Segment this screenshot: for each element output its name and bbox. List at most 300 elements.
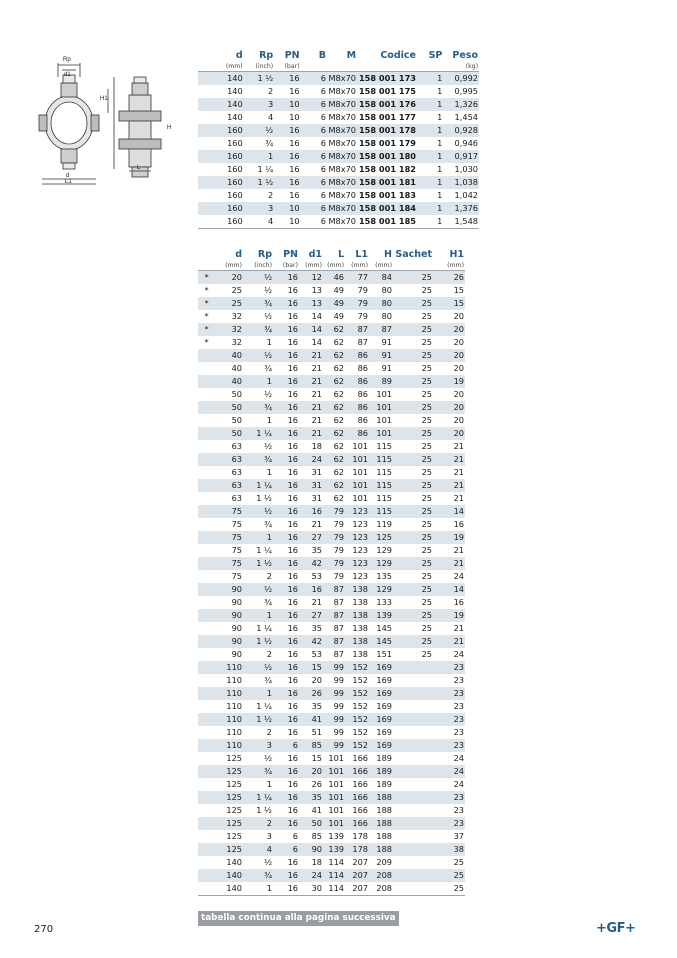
table-row xyxy=(198,557,465,570)
table-cell: 158 001 181 xyxy=(358,177,416,187)
table-cell: 25 xyxy=(421,519,432,529)
table-cell: 23 xyxy=(433,791,465,804)
table-cell: 87 xyxy=(323,609,345,622)
drawing-label-h: H xyxy=(167,125,172,131)
table-cell: 90 xyxy=(215,583,243,596)
table-cell: 1 ¼ xyxy=(256,623,272,633)
table-cell: 1 ¼ xyxy=(243,427,273,440)
table-cell: 16 xyxy=(273,882,299,896)
table-cell: 1 xyxy=(437,190,443,200)
table-cell: 123 xyxy=(352,519,368,529)
table-cell xyxy=(393,791,433,804)
table-cell: 99 xyxy=(323,661,345,674)
table-cell: 30 xyxy=(299,882,323,896)
table-cell: 151 xyxy=(376,649,392,659)
table-cell: ½ xyxy=(264,441,272,451)
table-cell: 16 xyxy=(273,401,299,414)
table-cell: 1 ½ xyxy=(244,72,274,86)
table-cell: 91 xyxy=(381,363,392,373)
table-cell: 41 xyxy=(299,713,323,726)
table-cell: 16 xyxy=(287,441,298,451)
table-cell: 25 xyxy=(393,271,433,285)
table-cell: 75 xyxy=(215,531,243,544)
table-cell: 158 001 173 xyxy=(358,73,416,83)
table-cell: 160 xyxy=(227,164,243,174)
table-cell: 16 xyxy=(287,363,298,373)
table-cell: 1 xyxy=(437,138,443,148)
table-cell: 114 xyxy=(328,857,344,867)
table-cell: 50 xyxy=(215,427,243,440)
table-cell: 2 xyxy=(266,727,272,737)
table-row xyxy=(198,778,465,791)
table-cell: 188 xyxy=(369,791,393,804)
table-cell: 6 xyxy=(301,215,327,229)
table-cell: 62 xyxy=(323,323,345,336)
table-cell: 20 xyxy=(433,401,465,414)
table-cell: 84 xyxy=(369,271,393,285)
table-cell: 86 xyxy=(357,415,368,425)
table-cell xyxy=(198,648,215,661)
table-cell: 139 xyxy=(369,609,393,622)
table-cell: 114 xyxy=(323,869,345,882)
table-cell: M8x70 xyxy=(327,215,357,229)
table-cell: 89 xyxy=(369,375,393,388)
table-cell: 188 xyxy=(369,843,393,856)
table-cell: 1 xyxy=(244,150,274,163)
table-cell: 1,042 xyxy=(454,190,478,200)
table-row xyxy=(198,544,465,557)
table-cell xyxy=(198,466,215,479)
table-cell: M8x70 xyxy=(328,151,357,161)
table-cell: 158 001 185 xyxy=(357,215,417,229)
table-cell xyxy=(393,830,433,843)
table-cell: 1 ½ xyxy=(243,557,273,570)
table-row xyxy=(198,176,479,189)
table-cell: 87 xyxy=(333,649,344,659)
table-cell: 138 xyxy=(345,609,369,622)
table-cell: 1,548 xyxy=(443,215,479,229)
table-cell: ¾ xyxy=(264,363,272,373)
table-cell: 6 xyxy=(301,150,327,163)
table-cell: 1 xyxy=(417,202,443,215)
table-cell xyxy=(198,596,215,609)
table-cell: 1 xyxy=(437,164,443,174)
table-cell: 101 xyxy=(352,493,368,503)
table-cell: 16 xyxy=(274,124,300,137)
table-cell: 25 xyxy=(421,467,432,477)
table-cell: 62 xyxy=(323,479,345,492)
table-cell: 16 xyxy=(273,817,299,830)
table-cell: 1 ½ xyxy=(244,176,274,189)
table-cell: 2 xyxy=(243,817,273,830)
table-cell: 25 xyxy=(433,882,465,896)
table-cell: 101 xyxy=(328,779,344,789)
table-cell: 35 xyxy=(311,623,322,633)
table-cell: 79 xyxy=(323,557,345,570)
table-cell xyxy=(198,713,215,726)
table-cell: 99 xyxy=(323,713,345,726)
table-cell: 23 xyxy=(453,727,464,737)
table-cell: ½ xyxy=(264,753,272,763)
table-cell: 16 xyxy=(299,505,323,518)
table-row xyxy=(198,622,465,635)
table-cell: 1 xyxy=(243,882,273,896)
column-header: B xyxy=(318,50,327,61)
table-units-row xyxy=(198,62,479,72)
table-cell: 20 xyxy=(299,765,323,778)
table-cell: 101 xyxy=(369,401,393,414)
table-cell: 16 xyxy=(289,138,300,148)
column-unit: (mm) xyxy=(299,261,323,271)
table-cell: 169 xyxy=(376,701,392,711)
table-cell: 63 xyxy=(231,467,242,477)
table-cell: 6 xyxy=(273,739,299,752)
table-cell: 50 xyxy=(231,415,242,425)
table-cell: 138 xyxy=(352,597,368,607)
table-cell: 25 xyxy=(393,401,433,414)
table-cell xyxy=(198,349,215,362)
table-cell: 166 xyxy=(345,817,369,830)
table-row xyxy=(198,453,465,466)
table-cell: 21 xyxy=(453,545,464,555)
table-cell: 110 xyxy=(215,713,243,726)
table-cell: 158 001 178 xyxy=(358,125,416,135)
table-row xyxy=(198,202,479,215)
table-cell: 138 xyxy=(345,635,369,648)
table-row xyxy=(198,215,479,229)
table-cell: 16 xyxy=(273,479,299,492)
table-cell: 152 xyxy=(345,661,369,674)
table-cell xyxy=(198,557,215,570)
table-cell: 140 xyxy=(227,112,243,122)
table-cell: 152 xyxy=(345,687,369,700)
table-cell: 16 xyxy=(289,190,300,200)
table-cell: 18 xyxy=(311,857,322,867)
table-row xyxy=(198,111,479,124)
table-cell xyxy=(198,791,215,804)
table-cell: 75 xyxy=(231,571,242,581)
table-cell xyxy=(393,674,433,687)
table-cell: 16 xyxy=(274,72,300,86)
table-cell: 24 xyxy=(299,869,323,882)
table-cell: 125 xyxy=(215,843,243,856)
table-cell: 145 xyxy=(369,635,393,648)
table-row xyxy=(198,98,479,111)
gf-logo: +GF+ xyxy=(596,921,636,936)
column-unit: (bar) xyxy=(274,62,300,72)
table-cell: 152 xyxy=(345,713,369,726)
table-cell: 1,376 xyxy=(443,202,479,215)
table-cell: * xyxy=(198,271,215,285)
table-cell: 41 xyxy=(311,805,322,815)
table-cell: ¾ xyxy=(264,597,272,607)
table-cell: 123 xyxy=(345,531,369,544)
table-cell: 62 xyxy=(333,467,344,477)
table-cell: 25 xyxy=(421,389,432,399)
table-cell: M8x70 xyxy=(328,138,357,148)
table-cell: ½ xyxy=(243,271,273,285)
table-cell: 16 xyxy=(287,701,298,711)
table-cell: 110 xyxy=(226,701,242,711)
table-cell: 16 xyxy=(273,375,299,388)
table-cell: 160 xyxy=(198,150,244,163)
table-cell: 21 xyxy=(433,635,465,648)
table-cell: 16 xyxy=(453,519,464,529)
table-cell: 115 xyxy=(376,467,392,477)
table-cell: * xyxy=(204,311,209,321)
table-cell: 16 xyxy=(273,453,299,466)
table-cell: 101 xyxy=(345,479,369,492)
table-row xyxy=(198,609,465,622)
table-cell: 158 001 183 xyxy=(358,190,416,200)
table-cell: 158 001 180 xyxy=(358,151,416,161)
table-cell: 114 xyxy=(323,882,345,896)
table-cell: 21 xyxy=(453,493,464,503)
table-cell: 6 xyxy=(301,98,327,111)
table-cell: * xyxy=(204,337,209,347)
table-cell: 158 001 179 xyxy=(358,138,416,148)
table-cell: 87 xyxy=(333,597,344,607)
table-cell: 10 xyxy=(274,98,300,111)
table-cell xyxy=(393,713,433,726)
table-cell: 101 xyxy=(328,753,344,763)
table-cell: 63 xyxy=(231,441,242,451)
table-row xyxy=(198,336,465,349)
table-cell: 87 xyxy=(323,635,345,648)
table-cell: 16 xyxy=(273,713,299,726)
table-cell: 35 xyxy=(299,791,323,804)
table-cell: 25 xyxy=(393,531,433,544)
table-cell: 189 xyxy=(376,753,392,763)
table-cell: 110 xyxy=(215,739,243,752)
table-cell: 14 xyxy=(433,505,465,518)
table-cell: 6 xyxy=(301,176,327,189)
table-cell: ¾ xyxy=(243,453,273,466)
table-cell: 16 xyxy=(273,531,299,544)
table-cell xyxy=(393,882,433,896)
table-cell xyxy=(198,492,215,505)
table-cell: 15 xyxy=(299,661,323,674)
table-cell: 62 xyxy=(333,337,344,347)
table-cell: 24 xyxy=(433,765,465,778)
table-cell: 20 xyxy=(433,427,465,440)
table-cell: 160 xyxy=(198,202,244,215)
column-header: L xyxy=(337,249,344,260)
table-cell xyxy=(198,401,215,414)
table-cell: 25 xyxy=(393,583,433,596)
table-cell: 6 xyxy=(320,86,327,96)
table-cell: 0,992 xyxy=(443,72,479,86)
table-cell: 110 xyxy=(215,661,243,674)
table-cell: 188 xyxy=(376,805,392,815)
table-cell: 21 xyxy=(299,375,323,388)
table-cell: 160 xyxy=(227,190,243,200)
column-unit xyxy=(198,261,215,271)
table-row xyxy=(198,765,465,778)
table-cell: 99 xyxy=(333,675,344,685)
table-cell: 14 xyxy=(311,311,322,321)
table-cell: 75 xyxy=(231,545,242,555)
table-cell: 16 xyxy=(287,285,298,295)
table-cell: * xyxy=(204,285,209,295)
table-cell: ¾ xyxy=(243,323,273,336)
table-cell: 62 xyxy=(333,415,344,425)
table-cell: 21 xyxy=(453,467,464,477)
table-cell: 90 xyxy=(215,635,243,648)
table-cell: 86 xyxy=(357,363,368,373)
table-cell: 13 xyxy=(311,285,322,295)
column-unit xyxy=(301,62,327,72)
table-cell xyxy=(198,661,215,674)
table-cell: 138 xyxy=(345,583,369,596)
table-cell: 208 xyxy=(369,882,393,896)
column-header: Sachet xyxy=(395,249,432,260)
table-cell: 2 xyxy=(267,190,274,200)
table-cell: 21 xyxy=(453,441,464,451)
drawing-label-d: d xyxy=(66,173,70,179)
column-unit: (mm) xyxy=(369,261,393,271)
table-cell: 20 xyxy=(433,349,465,362)
table-cell: 129 xyxy=(376,545,392,555)
table-row xyxy=(198,596,465,609)
table-cell: 25 xyxy=(393,505,433,518)
table-cell xyxy=(198,427,215,440)
table-cell: 209 xyxy=(376,857,392,867)
table-cell: ½ xyxy=(264,311,272,321)
column-unit xyxy=(327,62,357,72)
table-cell: 145 xyxy=(376,623,392,633)
table-cell: 16 xyxy=(273,505,299,518)
table-cell: 1 xyxy=(417,98,443,111)
table-cell: 25 xyxy=(421,311,432,321)
table-cell: 46 xyxy=(323,271,345,285)
table-cell: 25 xyxy=(393,479,433,492)
table-cell: 20 xyxy=(453,415,464,425)
table-cell: 16 xyxy=(287,311,298,321)
table-cell xyxy=(198,518,215,531)
table-row xyxy=(198,804,465,817)
table-row xyxy=(198,518,465,531)
table-row xyxy=(198,583,465,596)
table-cell xyxy=(198,622,215,635)
table-cell: 166 xyxy=(352,805,368,815)
table-cell xyxy=(393,817,433,830)
table-cell: 0,917 xyxy=(443,150,479,163)
table-cell: 6 xyxy=(273,843,299,856)
table-cell: 25 xyxy=(421,597,432,607)
table-cell: 16 xyxy=(273,583,299,596)
table-cell: 91 xyxy=(381,337,392,347)
table-cell: 1 xyxy=(266,337,272,347)
table-units-row xyxy=(198,261,465,271)
table-cell: 166 xyxy=(352,779,368,789)
table-row xyxy=(198,284,465,297)
table-cell: 23 xyxy=(453,701,464,711)
table-cell: 101 xyxy=(352,441,368,451)
table-row xyxy=(198,297,465,310)
table-cell: M8x70 xyxy=(328,125,357,135)
table-cell: 115 xyxy=(369,453,393,466)
table-cell xyxy=(198,765,215,778)
table-cell xyxy=(393,661,433,674)
table-cell: 169 xyxy=(369,687,393,700)
table-cell xyxy=(198,674,215,687)
table-cell: 166 xyxy=(352,753,368,763)
table-cell xyxy=(198,388,215,401)
table-cell: 2 xyxy=(267,86,274,96)
table-cell: 189 xyxy=(376,779,392,789)
table-cell: 12 xyxy=(299,271,323,285)
table-cell: 160 xyxy=(198,215,244,229)
table-cell: 20 xyxy=(433,323,465,336)
table-cell: 101 xyxy=(352,467,368,477)
table-cell: 16 xyxy=(287,597,298,607)
table-row xyxy=(198,570,465,583)
table-cell: 86 xyxy=(345,375,369,388)
table-cell: 152 xyxy=(352,675,368,685)
table-cell: 23 xyxy=(433,817,465,830)
table-cell: 101 xyxy=(323,817,345,830)
table-cell: 178 xyxy=(352,831,368,841)
table-cell: 16 xyxy=(289,86,300,96)
table-cell: ¾ xyxy=(265,138,274,148)
table-cell: 158 001 184 xyxy=(358,203,416,213)
table-cell: 25 xyxy=(393,427,433,440)
table-cell xyxy=(393,804,433,817)
table-cell: 101 xyxy=(376,389,392,399)
table-cell: 169 xyxy=(376,727,392,737)
table-cell: 21 xyxy=(433,479,465,492)
table-cell: 25 xyxy=(231,285,242,295)
column-header: SP xyxy=(428,50,443,61)
saddle-table-1 xyxy=(198,49,479,229)
table-cell: 21 xyxy=(299,349,323,362)
table-cell: 123 xyxy=(352,571,368,581)
table-cell: ½ xyxy=(243,583,273,596)
table-cell: 10 xyxy=(274,202,300,215)
table-cell: 6 xyxy=(301,202,327,215)
table-cell: 79 xyxy=(333,571,344,581)
table-cell xyxy=(198,843,215,856)
table-cell: 178 xyxy=(345,843,369,856)
table-cell: 79 xyxy=(323,531,345,544)
table-cell: 125 xyxy=(226,805,242,815)
table-body xyxy=(198,271,465,896)
table-cell: 87 xyxy=(369,323,393,336)
table-cell xyxy=(198,453,215,466)
table-cell: 90 xyxy=(215,609,243,622)
table-cell: 101 xyxy=(376,415,392,425)
column-header: PN xyxy=(284,50,300,61)
column-header: Rp xyxy=(259,50,274,61)
table-cell: 25 xyxy=(421,545,432,555)
table-cell: 16 xyxy=(287,779,298,789)
table-row xyxy=(198,648,465,661)
table-cell: 90 xyxy=(231,623,242,633)
table-cell: 115 xyxy=(369,479,393,492)
table-cell xyxy=(393,726,433,739)
table-row xyxy=(198,72,479,86)
table-cell: 110 xyxy=(226,727,242,737)
table-cell: 1,038 xyxy=(443,176,479,189)
table-cell: 25 xyxy=(421,415,432,425)
table-cell: 32 xyxy=(231,311,242,321)
table-cell: 208 xyxy=(369,869,393,882)
table-cell: 99 xyxy=(323,687,345,700)
table-cell: 27 xyxy=(299,609,323,622)
table-cell: 24 xyxy=(453,779,464,789)
table-cell: M8x70 xyxy=(328,164,357,174)
